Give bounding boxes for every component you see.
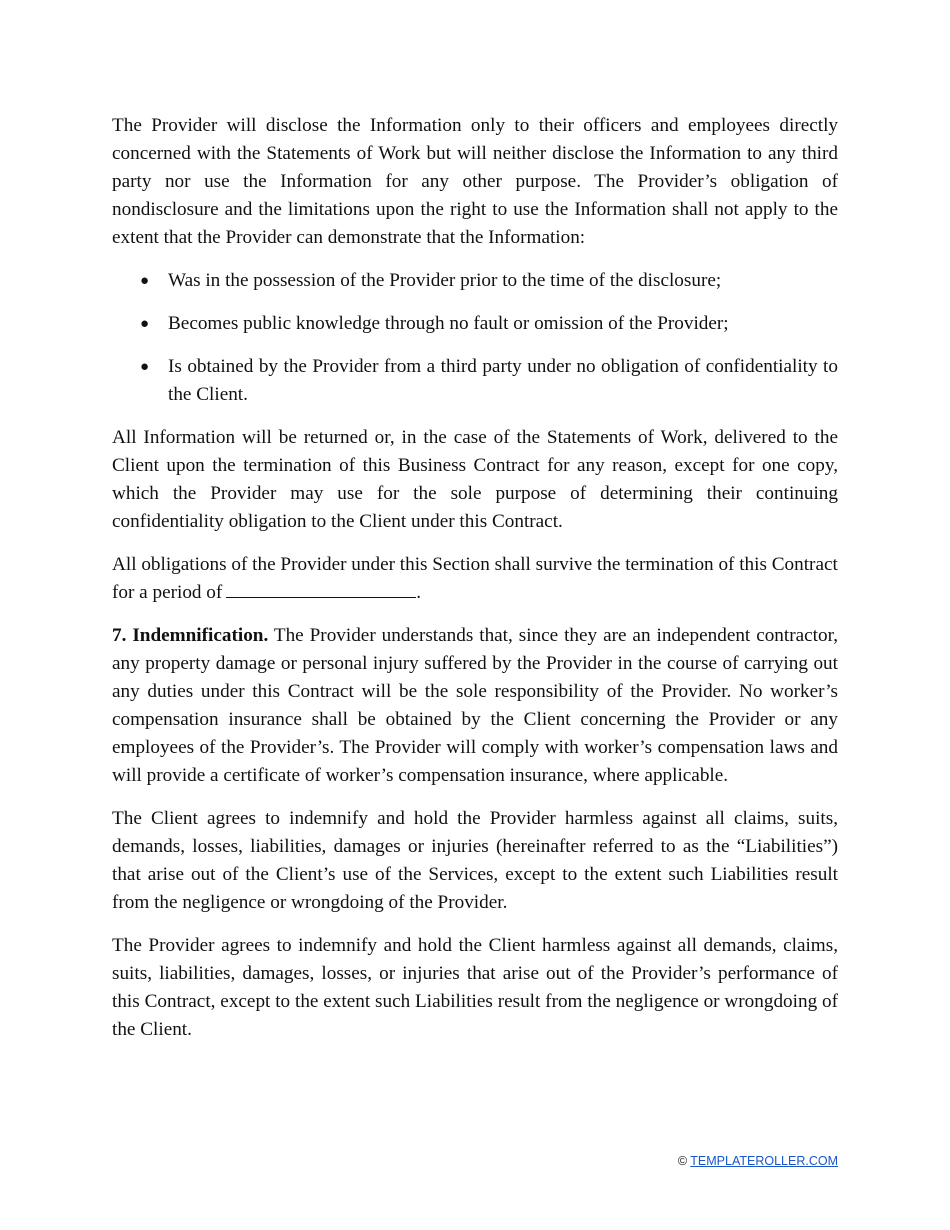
bullet-icon: ● (140, 316, 150, 332)
exceptions-list (112, 267, 838, 409)
section-heading: 7. Indemnification. (112, 625, 269, 646)
disclosure-paragraph: The Provider will disclose the Information only to their officers and employees directly concerned with the Statements of Work but will neither disclose the Information to any third party nor use the Information for any other purpose. The Provider’s obligation of nondisclosure and the limitations upon the right to use the Information shall not apply to the extent that the Provider can demonstrate that the Information: (112, 115, 838, 248)
period-blank-field[interactable] (226, 579, 416, 598)
document-page (112, 112, 838, 1059)
list-item-text: Becomes public knowledge through no fault or omission of the Provider; (168, 313, 729, 334)
list-item-text: Was in the possession of the Provider prior to the time of the disclosure; (168, 270, 722, 291)
survival-period-end: . (416, 582, 422, 603)
list-item-text: Is obtained by the Provider from a third party under no obligation of confidentiality to the Client. (168, 356, 838, 405)
copyright-icon: © (677, 1154, 688, 1168)
indemnification-paragraph (112, 622, 838, 790)
indemnification-text: The Provider understands that, since they are an independent contractor, any property damage or personal injury suffered by the Provider in the course of carrying out any duties under this Contract will be the sole responsibility of the Provider. No worker’s compensation insurance shall be obtained by the Client concerning the Provider or any employees of the Provider’s. The Provider will comply with worker’s compensation laws and will provide a certificate of worker’s compensation insurance, where applicable. (112, 625, 838, 786)
return-information-paragraph: All Information will be returned or, in the case of the Statements of Work, delivered to the Client upon the termination of this Business Contract for any reason, except for one copy, which the Provider may use for the sole purpose of determining their continuing confidentiality obligation to the Client under this Contract. (112, 427, 838, 532)
footer (678, 1154, 838, 1168)
list-item (112, 310, 838, 338)
list-item (112, 353, 838, 409)
bullet-icon: ● (140, 359, 150, 375)
client-indemnify-paragraph: The Client agrees to indemnify and hold the Provider harmless against all claims, suits, demands, losses, liabilities, damages or injuries (hereinafter referred to as the “Liabilities”) that arise out of the Client’s use of the Services, except to the extent such Liabilities result from the negligence or wrongdoing of the Provider. (112, 808, 838, 913)
provider-indemnify-paragraph: The Provider agrees to indemnify and hold the Client harmless against all demands, claims, suits, liabilities, damages, losses, or injuries that arise out of the Provider’s performance of this Contract, except to the extent such Liabilities result from the negligence or wrongdoing of the Client. (112, 935, 838, 1040)
bullet-icon: ● (140, 273, 150, 289)
survival-paragraph (112, 551, 838, 607)
survival-text: All obligations of the Provider under this Section shall survive the termination of this Contract for a period of (112, 554, 838, 603)
list-item (112, 267, 838, 295)
templateroller-link[interactable]: TEMPLATEROLLER.COM (690, 1154, 838, 1168)
